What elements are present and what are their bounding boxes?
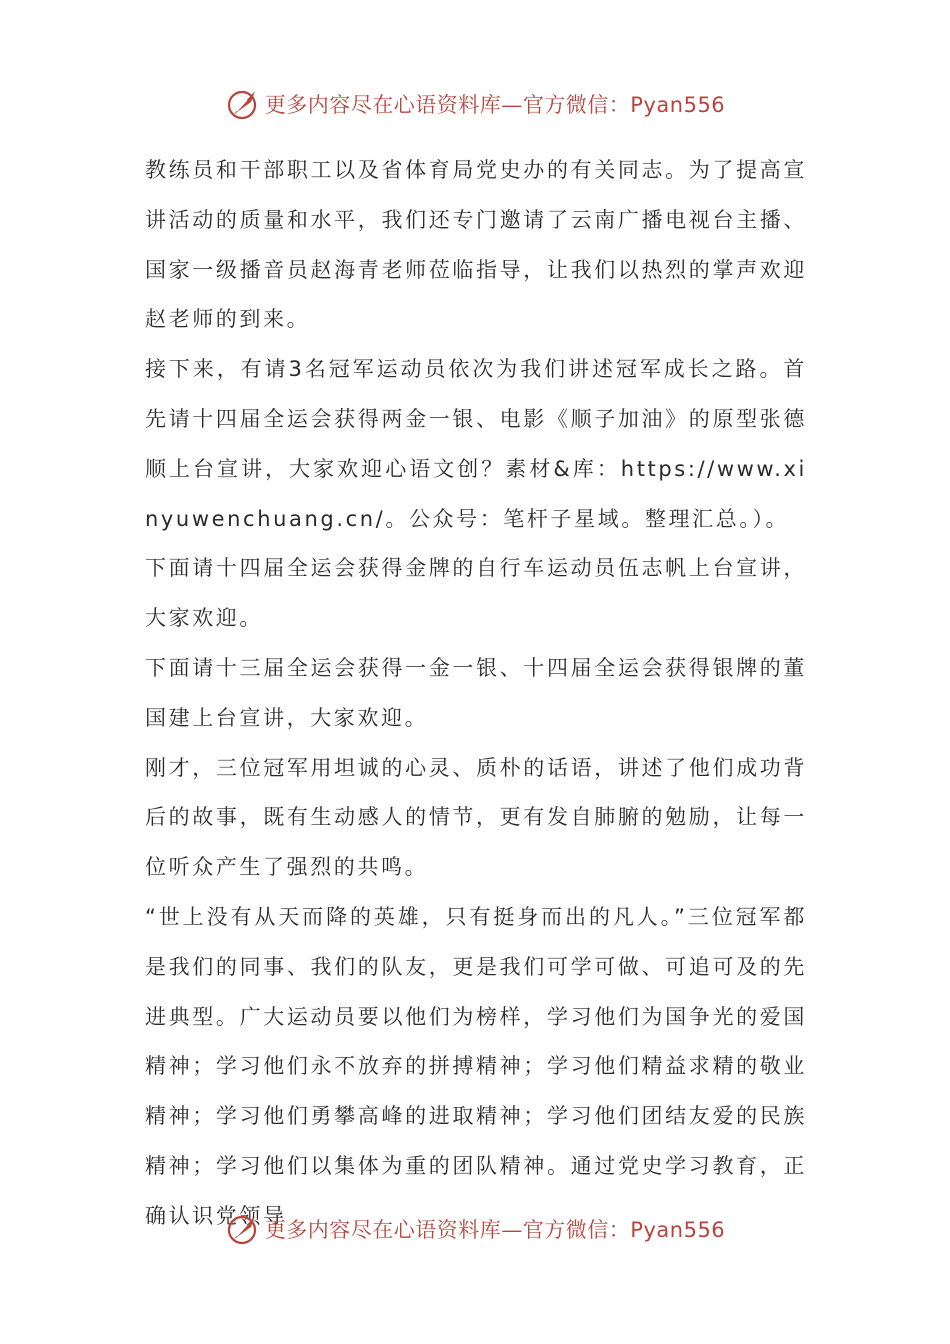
header-banner [0,84,950,124]
footer-banner-text [265,1214,725,1244]
paragraph-2: 接下来，有请3名冠军运动员依次为我们讲述冠军成长之路。首先请十四届全运会获得两金一银、电影《顺子加油》的原型张德顺上台宣讲，大家欢迎心语文创？素材&库：https://www.xinyuwenchuang.cn/。公众号：笔杆子星域。整理汇总。）。 [145,357,807,531]
footer-wechat-text: 官方微信：Pyan556 [522,1218,726,1242]
header-wechat-text: 官方微信：Pyan556 [522,93,726,117]
paragraph-4: 下面请十三届全运会获得一金一银、十四届全运会获得银牌的董国建上台宣讲，大家欢迎。 [145,655,807,730]
header-dash: — [501,93,523,117]
document-body [145,146,807,1242]
header-banner-text [265,89,725,119]
paragraph-5: 刚才，三位冠军用坦诚的心灵、质朴的话语，讲述了他们成功背后的故事，既有生动感人的情节，更有发自肺腑的勉励，让每一位听众产生了强烈的共鸣。 [145,755,807,880]
footer-dash: — [501,1218,523,1242]
paragraph-1: 教练员和干部职工以及省体育局党史办的有关同志。为了提高宣讲活动的质量和水平，我们还专门邀请了云南广播电视台主播、国家一级播音员赵海青老师莅临指导，让我们以热烈的掌声欢迎赵老师的到来。 [145,158,807,332]
footer-banner [0,1209,950,1249]
quill-pen-logo-icon [225,86,261,122]
footer-site-text: 更多内容尽在心语资料库 [264,1218,502,1242]
header-site-text: 更多内容尽在心语资料库 [264,93,502,117]
quill-pen-logo-icon [225,1211,261,1247]
paragraph-6: “世上没有从天而降的英雄，只有挺身而出的凡人。”三位冠军都是我们的同事、我们的队友，更是我们可学可做、可追可及的先进典型。广大运动员要以他们为榜样，学习他们为国争光的爱国精神；学习他们永不放弃的拼搏精神；学习他们精益求精的敬业精神；学习他们勇攀高峰的进取精神；学习他们团结友爱的民族精神；学习他们以集体为重的团队精神。通过党史学习教育，正确认识党领导 [145,904,807,1228]
paragraph-3: 下面请十四届全运会获得金牌的自行车运动员伍志帆上台宣讲，大家欢迎。 [145,556,807,631]
